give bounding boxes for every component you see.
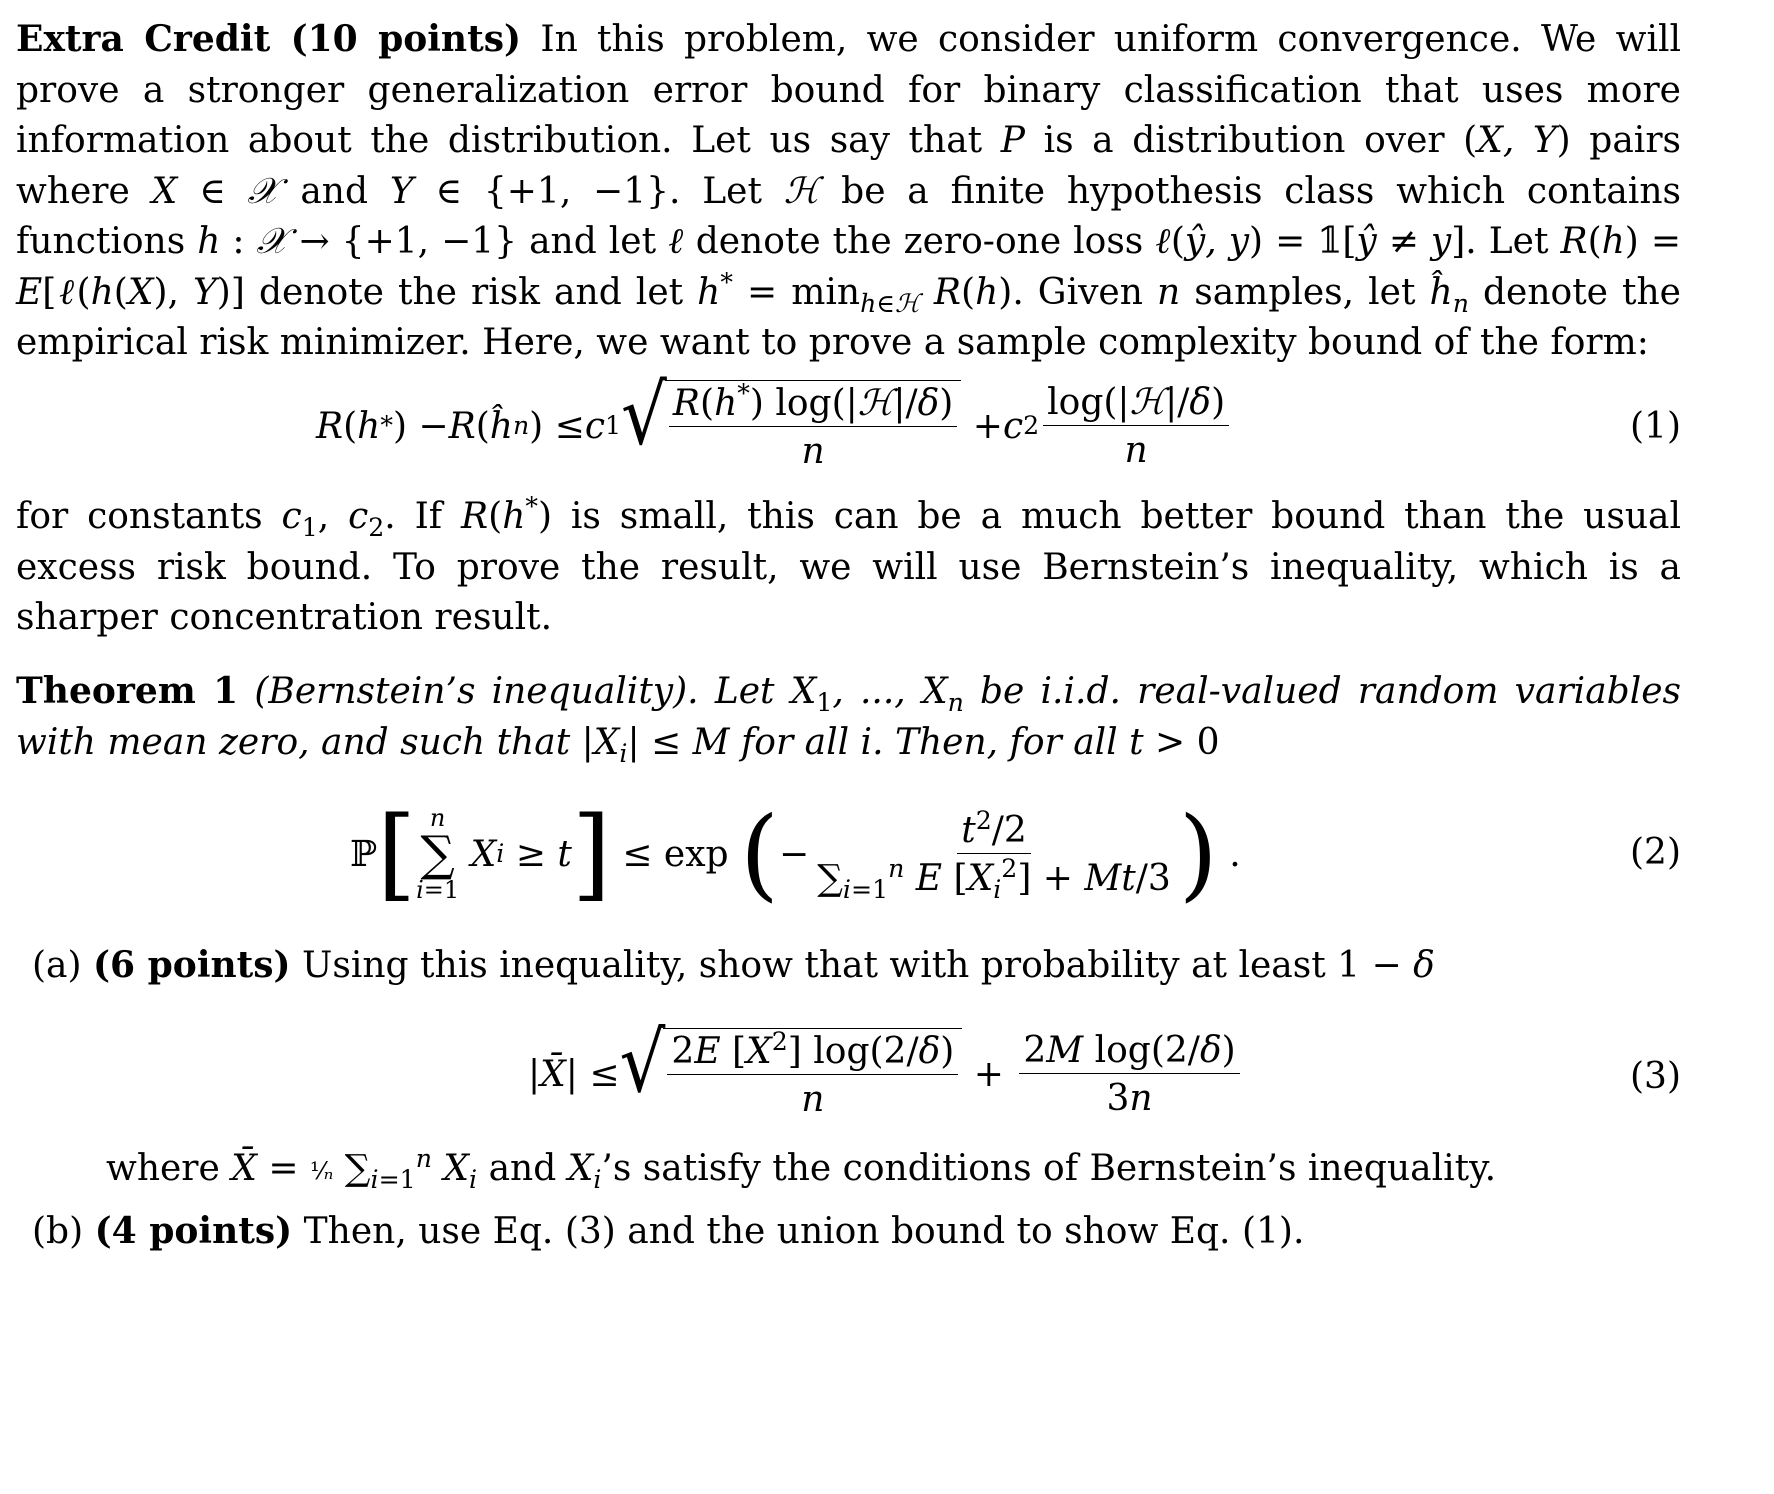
theorem-name: (Bernstein’s inequality). <box>254 671 699 712</box>
part-a-points: (6 points) <box>93 944 291 986</box>
part-a-where-text: where <box>106 1148 220 1189</box>
part-a-text: Using this inequality, show that with probability at least <box>302 945 1326 986</box>
intro-text: . Let <box>669 170 762 212</box>
theorem-text: . Then, for all <box>872 721 1118 763</box>
part-b-label: (b) <box>32 1211 84 1252</box>
theorem-text: be i.i.d. real-valued random variables with mean zero, and such that <box>16 671 1681 763</box>
equation-1-number: (1) <box>1630 406 1681 447</box>
intro-text: samples, let <box>1194 271 1416 313</box>
part-b <box>32 1206 1304 1257</box>
intro-text: be a finite hypothesis class which contains functions <box>16 170 1681 262</box>
intro-text: denote the empirical risk minimizer. Here, we want to prove a sample complexity bound of the form: <box>16 271 1681 363</box>
part-a-where: where X̄ = ¹⁄ₙ $\sum_{i=1}^n$ $X_i$ and $X_i’s$ satisfy the conditions of Bernstein’s inequality. <box>106 1144 1497 1195</box>
problem-heading: Extra Credit (10 points) <box>16 18 522 60</box>
equation-3: | X̄ | ≤ √ $\frac{2E [X^2] \log(2/\delta)}{n}$ + $\frac{\text{2M log(2/δ)}}{3n}$ (3) <box>528 1014 1681 1120</box>
intro-text: pairs where <box>16 120 1682 212</box>
intro-text: and <box>300 170 369 212</box>
after-eq1-text: is small, this can be a much better bound than the usual excess risk bound. To prove the result, we will use Bernstein’s inequality, which is a sharper concentration result. <box>16 496 1682 638</box>
intro-paragraph: Extra Credit (10 points) In this problem, we consider uniform convergence. We will prove a stronger generalization error bound for binary classification that uses more information about the distribution. Let us say that P is a distribution over (X, Y) pairs where X ∈ 𝒳 and Y ∈ {+1, −1}. Let ℋ be a finite hypothesis class which contains functions h : 𝒳 → {+1, −1} and let ℓ denote the zero-one loss ℓ(ŷ, y) = 𝟙[ŷ ≠ y]. Let R(h) = E[ℓ(h(X), Y)] denote the risk and let $h^* = \min_{h\in ℋ} R(h)$. Given n samples, let $ĥ_n$ denote the empirical risk minimizer. Here, we want to prove a sample complexity bound of the form: <box>16 18 1682 363</box>
equation-1: R ( h * ) − R ( ĥ n ) ≤ c 1 √ $\frac{R(h^*) \log(|ℋ|/\delta)}{n}$ + c 2 $\frac{\text{log(|ℋ|/δ)}}{n}$ (1) <box>316 366 1681 472</box>
intro-text: . Let <box>1465 221 1549 262</box>
part-a: (a) (6 points) Using this inequality, show that with probability at least 1 − δ <box>32 944 1435 986</box>
part-a-where-text: ’s satisfy the conditions of Bernstein’s inequality. <box>601 1148 1497 1189</box>
part-a-where-text: and <box>488 1148 557 1189</box>
intro-text: is a distribution over <box>1043 120 1445 161</box>
intro-text: denote the risk and let <box>258 271 684 313</box>
part-b-points: (4 points) <box>94 1210 293 1252</box>
theorem-text: Let <box>714 671 775 712</box>
equation-2-number: (2) <box>1630 832 1681 873</box>
part-b-text: Then, use Eq. (3) and the union bound to show Eq. (1). <box>303 1211 1305 1252</box>
theorem-label: Theorem 1 <box>16 670 239 712</box>
theorem-paragraph: Theorem 1 (Bernstein’s inequality). Let $X_1$, ..., $X_n$ be i.i.d. real-valued random variables with mean zero, and such that $|X_i| \le M$ for all i. Then, for all t > 0 <box>16 670 1681 768</box>
equation-3-number: (3) <box>1630 1056 1681 1097</box>
part-a-label: (a) <box>32 945 82 986</box>
intro-text: . Given <box>1012 271 1143 313</box>
equation-2: ℙ [ n ∑ i=1 X i ≥ t ] ≤ exp ( − $\frac{t^2/2}{\sum_{i=1}^n E [X_i^2] + Mt/3}$ ) . (2) <box>350 795 1681 912</box>
intro-text: denote the zero-one loss <box>695 221 1144 262</box>
theorem-text: for all <box>740 721 850 763</box>
after-eq1-paragraph: for constants $c_1$, $c_2$. If R(h*) is small, this can be a much better bound than the usual excess risk bound. To prove the result, we will use Bernstein’s inequality, which is a sharper concentration result. <box>16 492 1682 638</box>
intro-text: and let <box>529 221 657 262</box>
after-eq1-text: . If <box>384 496 443 537</box>
after-eq1-text: for constants <box>16 496 263 537</box>
intro-text: In this problem, we consider uniform convergence. We will prove a stronger generalization error bound for binary classification that uses more information about the distribution. Let us say that <box>16 19 1681 161</box>
